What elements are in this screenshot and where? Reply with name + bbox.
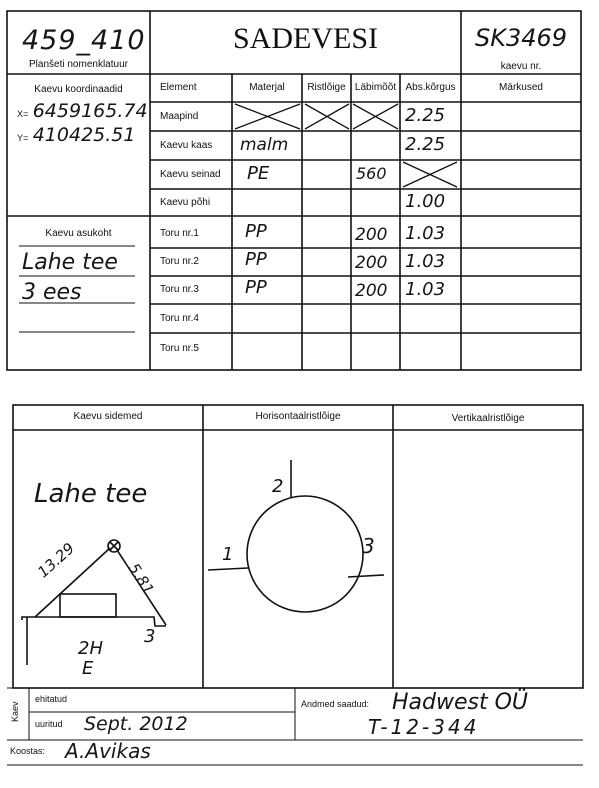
data-from-ref: T-12-344: [368, 715, 480, 739]
row-abs-height: 2.25: [405, 134, 446, 155]
coord-y-prefix: Y=: [17, 133, 29, 143]
col-header-material: Materjal: [249, 82, 285, 93]
row-material: PE: [247, 163, 270, 184]
row-abs-height: 1.03: [405, 251, 446, 272]
pipe-2-label: 2: [272, 476, 284, 497]
row-material: malm: [240, 135, 289, 155]
sketch-street-label: Lahe tee: [34, 479, 148, 509]
sheet-nomenclature-value: 459_410: [22, 25, 146, 56]
sheet-nomenclature-label: Planšeti nomenklatuur: [29, 59, 128, 70]
horizontal-section-sketch: [208, 460, 384, 612]
surveyed-label: uuritud: [35, 719, 63, 729]
col-header-diameter: Läbimõõt: [354, 82, 397, 93]
horizontal-col-title: Horisontaalristlõige: [255, 411, 341, 422]
row-element: Kaevu kaas: [160, 140, 213, 151]
row-abs-height: 1.03: [405, 223, 446, 244]
coords-label: Kaevu koordinaadid: [34, 84, 123, 95]
row-element: Toru nr.4: [160, 313, 199, 324]
row-element: Toru nr.5: [160, 343, 199, 354]
sketch-distance-left: 13.29: [34, 539, 78, 582]
row-material: PP: [245, 249, 267, 270]
row-element: Toru nr.2: [160, 256, 199, 267]
col-header-cross-section: Ristlõige: [307, 82, 346, 93]
data-from-label: Andmed saadud:: [301, 699, 370, 709]
sketch-building-label: 2H: [78, 638, 103, 659]
author-label: Koostas:: [10, 746, 46, 756]
coord-x-value: 6459165.74: [32, 100, 148, 122]
well-no-value: SK3469: [474, 24, 568, 52]
row-element: Toru nr.1: [160, 228, 199, 239]
coord-y: [17, 124, 135, 146]
author-value: A.Avikas: [65, 739, 151, 763]
row-diameter: 200: [355, 253, 388, 273]
data-from-value: Hadwest OÜ: [392, 690, 529, 715]
row-material: PP: [245, 277, 267, 298]
row-abs-height: 1.00: [405, 191, 446, 212]
row-element: Maapind: [160, 111, 199, 122]
location-line2: 3 ees: [22, 280, 82, 305]
coord-x: [17, 100, 148, 122]
col-header-element: Element: [160, 82, 197, 93]
row-element: Kaevu põhi: [160, 197, 211, 208]
sketch-building-sub: E: [82, 658, 94, 679]
sketch-col-title: Kaevu sidemed: [73, 411, 143, 422]
row-abs-height: 2.25: [405, 105, 446, 126]
row-abs-height: 1.03: [405, 279, 446, 300]
well-no-label: kaevu nr.: [500, 61, 542, 72]
location-label: Kaevu asukoht: [45, 228, 112, 239]
row-material: PP: [245, 221, 267, 242]
row-diameter: 200: [355, 225, 388, 245]
sketch-distance-right: 5.81: [124, 560, 158, 598]
row-diameter: 200: [355, 281, 388, 301]
form-title: SADEVESI: [232, 22, 378, 55]
row-diameter: 560: [356, 164, 387, 183]
row-element: Kaevu seinad: [160, 169, 221, 180]
vertical-col-title: Vertikaalristlõige: [451, 413, 525, 424]
col-header-notes: Märkused: [499, 82, 543, 93]
surveyed-value: Sept. 2012: [84, 713, 188, 735]
row-element: Toru nr.3: [160, 284, 199, 295]
built-label: ehitatud: [35, 694, 68, 704]
kaev-label: Kaev: [10, 701, 20, 722]
sketch-house-no: 3: [144, 626, 156, 647]
coord-y-value: 410425.51: [32, 124, 136, 146]
pipe-1-label: 1: [222, 544, 234, 565]
col-header-abs-height: Abs.kõrgus: [405, 82, 456, 93]
pipe-3-label: 3: [362, 534, 375, 558]
location-line1: Lahe tee: [22, 250, 118, 275]
coord-x-prefix: X=: [17, 109, 29, 119]
